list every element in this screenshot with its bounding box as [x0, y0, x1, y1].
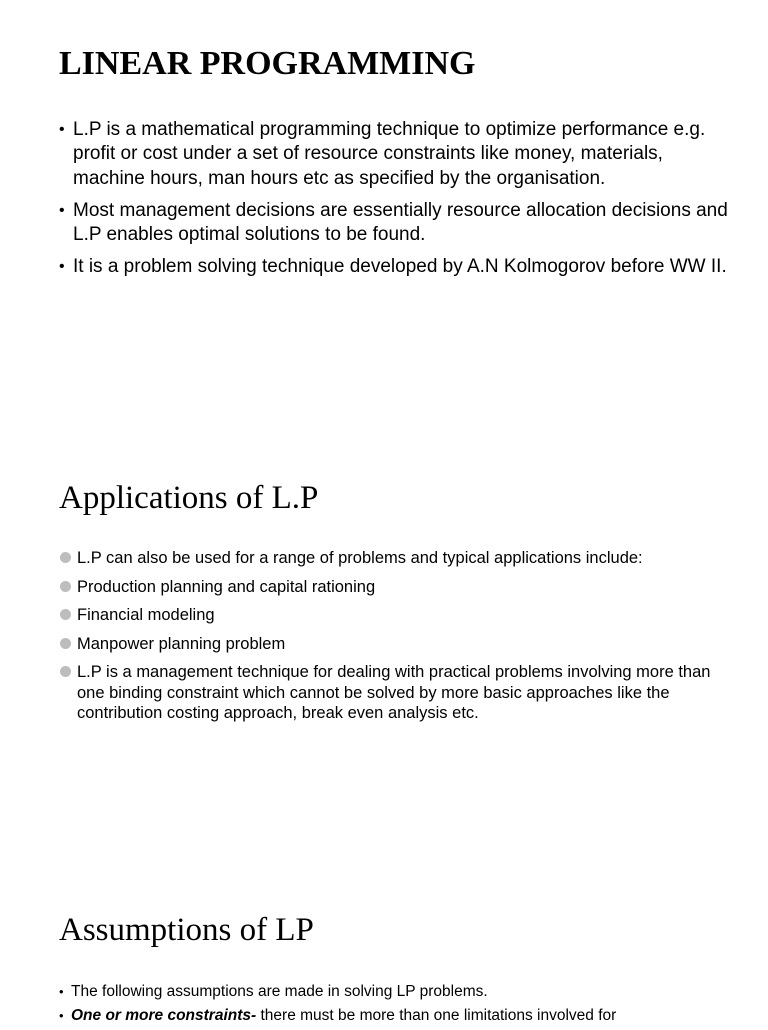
bullet-icon: •: [59, 121, 65, 138]
list-item: • It is a problem solving technique developed by A.N Kolmogorov before WW II.: [59, 255, 728, 279]
section-linear-programming: [59, 44, 728, 288]
section-title: Applications of L.P: [59, 480, 319, 516]
bullet-icon: •: [59, 1008, 64, 1023]
bullet-icon: •: [59, 258, 65, 276]
list-item: • One or more constraints- there must be more than one limitations involved for: [59, 1007, 617, 1024]
bullet-list: [59, 118, 728, 280]
bullet-icon: [60, 638, 71, 649]
bullet-list: [59, 982, 728, 1026]
bullet-icon: [60, 552, 71, 563]
list-item: Manpower planning problem: [59, 634, 728, 655]
list-item: L.P is a management technique for dealing with practical problems involving more than one binding constraint which cannot be solved by more basic approaches like the contribution costing approach, break even analysis etc.: [59, 662, 728, 724]
list-item: • Most management decisions are essentially resource allocation decisions and L.P enables optimal solutions to be found.: [59, 199, 728, 246]
list-item: L.P can also be used for a range of problems and typical applications include:: [59, 548, 728, 569]
section-assumptions: [59, 910, 728, 1030]
section-title: Assumptions of LP: [59, 912, 314, 948]
term-label: One or more constraints-: [71, 1007, 257, 1024]
section-applications: [59, 478, 728, 732]
bullet-list: [59, 548, 728, 724]
bullet-icon: [60, 609, 71, 620]
bullet-icon: •: [59, 201, 65, 219]
list-item: Production planning and capital rationing: [59, 577, 728, 598]
page-title: LINEAR PROGRAMMING: [59, 45, 476, 82]
list-item: • L.P is a mathematical programming technique to optimize performance e.g. profit or cost under a set of resource constraints like money, materials, machine hours, man hours etc as specified by the organisation.: [59, 119, 706, 189]
bullet-icon: •: [59, 984, 64, 999]
list-item: Financial modeling: [59, 605, 728, 626]
list-item: • The following assumptions are made in solving LP problems.: [59, 983, 488, 1000]
bullet-icon: [60, 666, 71, 677]
bullet-icon: [60, 581, 71, 592]
